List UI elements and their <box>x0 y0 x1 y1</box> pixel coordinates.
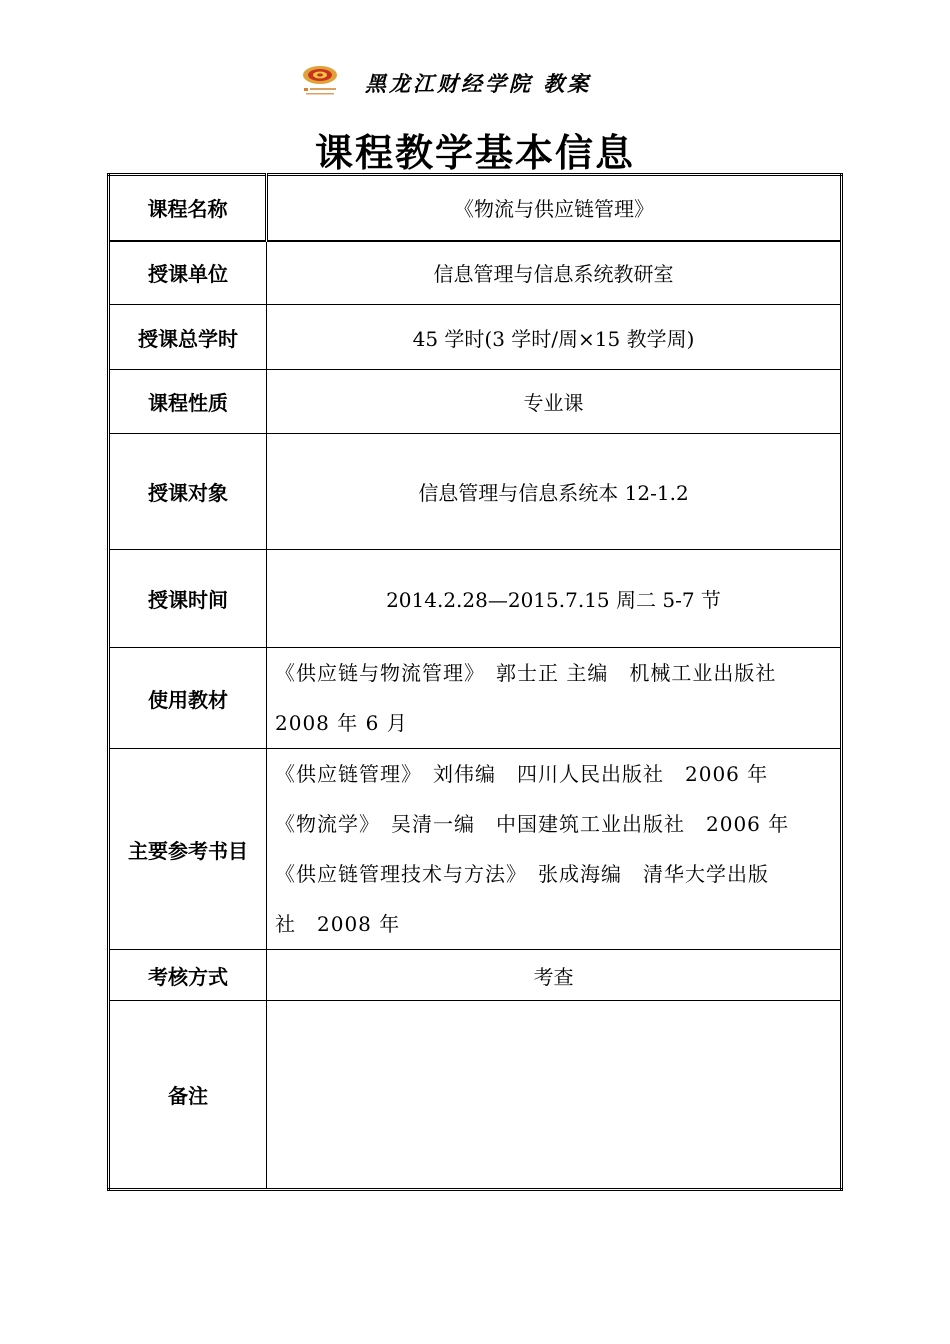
textbook-value <box>267 648 842 749</box>
table-row <box>109 434 842 550</box>
course-nature-value: 专业课 <box>267 370 842 434</box>
teaching-unit-value: 信息管理与信息系统教研室 <box>267 241 842 305</box>
reference-line: 《供应链管理》 刘伟编 四川人民出版社 2006 年 <box>275 762 769 786</box>
total-hours-value: 45 学时(3 学时/周×15 教学周) <box>267 305 842 370</box>
references-value <box>267 749 842 950</box>
reference-line: 社 2008 年 <box>275 912 401 936</box>
page-header <box>0 62 950 102</box>
table-row <box>109 749 842 950</box>
row-label: 授课总学时 <box>109 305 267 370</box>
college-logo-icon <box>300 64 340 98</box>
table-row <box>109 550 842 648</box>
row-label: 课程名称 <box>109 175 267 241</box>
institution-header: 黑龙江财经学院 教案 <box>365 71 592 96</box>
row-label: 主要参考书目 <box>109 749 267 950</box>
table-row <box>109 950 842 1001</box>
course-name-value: 《物流与供应链管理》 <box>267 175 842 241</box>
table-row <box>109 305 842 370</box>
table-row <box>109 175 842 241</box>
table-row <box>109 370 842 434</box>
row-label: 授课单位 <box>109 241 267 305</box>
audience-value: 信息管理与信息系统本 12-1.2 <box>267 434 842 550</box>
row-label: 备注 <box>109 1001 267 1190</box>
row-label: 考核方式 <box>109 950 267 1001</box>
table-row <box>109 1001 842 1190</box>
page-title: 课程教学基本信息 <box>314 131 635 175</box>
remarks-value <box>267 1001 842 1190</box>
teaching-time-value: 2014.2.28—2015.7.15 周二 5-7 节 <box>267 550 842 648</box>
row-label: 使用教材 <box>109 648 267 749</box>
textbook-line: 2008 年 6 月 <box>275 711 408 735</box>
textbook-line: 《供应链与物流管理》 郭士正 主编 机械工业出版社 <box>275 661 777 685</box>
table-row <box>109 241 842 305</box>
assessment-value: 考查 <box>267 950 842 1001</box>
row-label: 授课时间 <box>109 550 267 648</box>
row-label: 课程性质 <box>109 370 267 434</box>
table-row <box>109 648 842 749</box>
course-info-table <box>107 173 843 1191</box>
row-label: 授课对象 <box>109 434 267 550</box>
reference-line: 《物流学》 吴清一编 中国建筑工业出版社 2006 年 <box>275 812 790 836</box>
reference-line: 《供应链管理技术与方法》 张成海编 清华大学出版 <box>275 862 769 886</box>
